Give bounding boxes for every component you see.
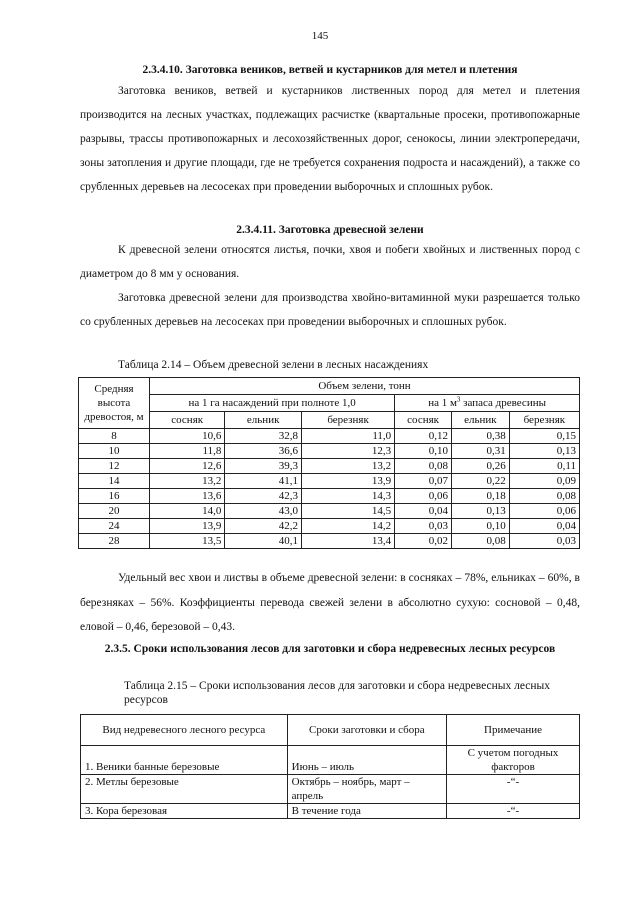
paragraph: Удельный вес хвои и листвы в объеме древесной зелени: в сосняках – 78%, ельниках – 60%, в березняках – 56%. Коэффициенты перевода свежей зелени в абсолютно сухую: сосновой – 0,48, еловой – 0,46, березовой – 0,43. (80, 572, 580, 633)
table-cell: 13,2 (150, 474, 225, 489)
table-cell: 0,10 (395, 444, 452, 459)
table-cell: 0,02 (395, 534, 452, 549)
table-cell: 0,06 (395, 489, 452, 504)
column-header (395, 395, 580, 412)
table-cell-period: В течение года (287, 804, 446, 819)
table-cell: 13,9 (150, 519, 225, 534)
table-cell: 0,04 (395, 504, 452, 519)
table-cell: 0,08 (451, 534, 509, 549)
table-cell-period: Октябрь – ноябрь, март – апрель (287, 775, 446, 804)
table-cell: 13,6 (150, 489, 225, 504)
table-cell: 28 (79, 534, 150, 549)
column-header-species: сосняк (150, 412, 225, 429)
table-row (79, 504, 580, 519)
table-cell-name: 1. Веники банные березовые (81, 746, 288, 775)
table-cell: 8 (79, 429, 150, 444)
table-cell: 0,10 (451, 519, 509, 534)
section-heading: 2.3.5. Сроки использования лесов для заготовки и сбора недревесных лесных ресурсов (104, 643, 556, 655)
table-green-volume (78, 377, 580, 549)
table-cell: 13,2 (301, 459, 394, 474)
column-header-species: ельник (451, 412, 509, 429)
table-cell: 36,6 (225, 444, 302, 459)
table-cell: 0,15 (509, 429, 579, 444)
column-header: Объем зелени, тонн (150, 378, 580, 395)
column-header: Примечание (447, 715, 580, 746)
table-cell: 13,9 (301, 474, 394, 489)
table-cell: 0,06 (509, 504, 579, 519)
table-row (79, 489, 580, 504)
table-cell: 40,1 (225, 534, 302, 549)
table-harvest-periods (80, 714, 580, 819)
paragraph: К древесной зелени относятся листья, почки, хвоя и побеги хвойных и лиственных пород с диаметром до 8 мм у основания. (80, 244, 580, 280)
column-header-species: березняк (301, 412, 394, 429)
table-cell: 14,3 (301, 489, 394, 504)
table-caption: Таблица 2.14 – Объем древесной зелени в лесных насаждениях (118, 359, 429, 371)
table-row (79, 534, 580, 549)
table-cell: 42,2 (225, 519, 302, 534)
table-cell: 41,1 (225, 474, 302, 489)
column-header-species: березняк (509, 412, 579, 429)
table-cell: 0,07 (395, 474, 452, 489)
table-cell-note: -“- (447, 804, 580, 819)
table-row (81, 804, 580, 819)
paragraph: Заготовка веников, ветвей и кустарников лиственных пород для метел и плетения производится на лесных участках, подлежащих расчистке (квартальные просеки, противопожарные разрывы, трассы противопожарных и лесохозяйственных дорог, сенокосы, линии электропередачи, зоны затопления и другие площади, где не требуется сохранения подроста и насаждений), а также со срубленных деревьев на лесосеках при проведении выборочных и сплошных рубок. (80, 85, 580, 193)
table-cell: 0,11 (509, 459, 579, 474)
table-row (79, 519, 580, 534)
table-cell: 0,12 (395, 429, 452, 444)
table-cell-name: 2. Метлы березовые (81, 775, 288, 804)
table-cell: 11,0 (301, 429, 394, 444)
table-cell: 39,3 (225, 459, 302, 474)
table-cell: 0,13 (451, 504, 509, 519)
table-cell: 0,13 (509, 444, 579, 459)
table-cell-period: Июнь – июль (287, 746, 446, 775)
table-cell: 14,0 (150, 504, 225, 519)
column-header-species: ельник (225, 412, 302, 429)
page-number: 145 (311, 30, 329, 42)
table-cell: 12,3 (301, 444, 394, 459)
table-cell: 12 (79, 459, 150, 474)
table-cell: 14,2 (301, 519, 394, 534)
column-header-species: сосняк (395, 412, 452, 429)
table-caption: Таблица 2.15 – Сроки использования лесов для заготовки и сбора недревесных лесных ресурсов (124, 680, 550, 706)
table-cell: 0,08 (509, 489, 579, 504)
table-row (81, 746, 580, 775)
table-cell: 0,03 (395, 519, 452, 534)
table-row (79, 444, 580, 459)
column-header: Средняя высота древостоя, м (79, 378, 150, 429)
table-cell: 0,08 (395, 459, 452, 474)
column-header: Сроки заготовки и сбора (287, 715, 446, 746)
table-cell-note: С учетом погодных факторов (447, 746, 580, 775)
table-cell-note: -“- (447, 775, 580, 804)
column-header: Вид недревесного лесного ресурса (81, 715, 288, 746)
column-header: на 1 га насаждений при полноте 1,0 (150, 395, 395, 412)
header-text: на 1 м (428, 397, 457, 409)
table-cell: 0,26 (451, 459, 509, 474)
table-row (79, 459, 580, 474)
table-cell: 16 (79, 489, 150, 504)
table-cell: 0,22 (451, 474, 509, 489)
table-cell: 0,18 (451, 489, 509, 504)
header-text: запаса древесины (460, 397, 546, 409)
table-cell: 43,0 (225, 504, 302, 519)
table-cell: 0,03 (509, 534, 579, 549)
table-cell-name: 3. Кора березовая (81, 804, 288, 819)
table-cell: 32,8 (225, 429, 302, 444)
table-row (79, 429, 580, 444)
superscript: 3 (456, 395, 461, 404)
section-heading: 2.3.4.11. Заготовка древесной зелени (236, 224, 424, 236)
paragraph: Заготовка древесной зелени для производства хвойно-витаминной муки разрешается только со срубленных деревьев на лесосеках при проведении выборочных и сплошных рубок. (80, 292, 580, 328)
table-cell: 12,6 (150, 459, 225, 474)
table-cell: 0,38 (451, 429, 509, 444)
table-row (81, 775, 580, 804)
table-cell: 0,04 (509, 519, 579, 534)
table-cell: 0,31 (451, 444, 509, 459)
table-cell: 13,4 (301, 534, 394, 549)
table-cell: 14,5 (301, 504, 394, 519)
table-cell: 24 (79, 519, 150, 534)
table-cell: 13,5 (150, 534, 225, 549)
table-cell: 20 (79, 504, 150, 519)
table-cell: 0,09 (509, 474, 579, 489)
table-cell: 42,3 (225, 489, 302, 504)
table-cell: 10 (79, 444, 150, 459)
table-cell: 10,6 (150, 429, 225, 444)
table-cell: 14 (79, 474, 150, 489)
section-heading: 2.3.4.10. Заготовка веников, ветвей и кустарников для метел и плетения (142, 64, 518, 76)
table-cell: 11,8 (150, 444, 225, 459)
table-row (79, 474, 580, 489)
